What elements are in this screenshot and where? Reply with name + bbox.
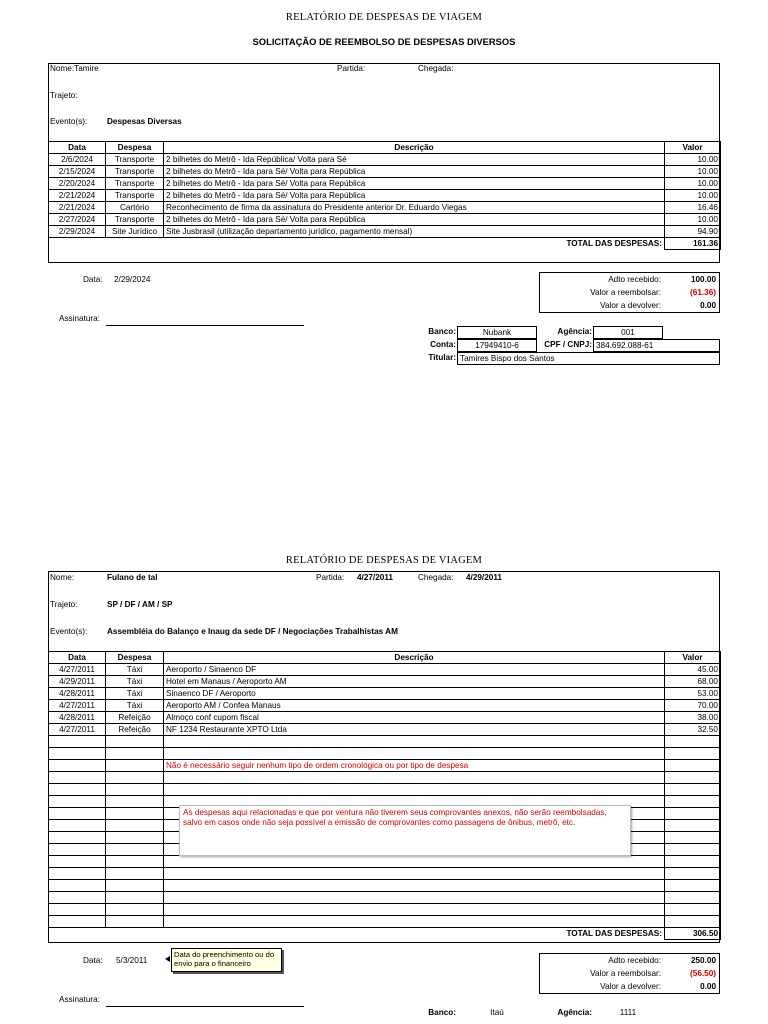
col-header-data: Data: [49, 142, 106, 154]
total-value: 306.50: [665, 928, 721, 940]
report1-signature-line[interactable]: [106, 325, 304, 326]
cell-date: 4/29/2011: [49, 676, 106, 688]
cell-value: 68.00: [665, 676, 721, 688]
cell-date: 2/20/2024: [49, 178, 106, 190]
report1-subtitle: SOLICITAÇÃO DE REEMBOLSO DE DESPESAS DIVERSOS: [252, 36, 516, 47]
reembolsar-label: Valor a reembolsar:: [590, 969, 661, 978]
cell-date: 4/28/2011: [49, 712, 106, 724]
cell-date: 2/27/2024: [49, 214, 106, 226]
report1-titular-value: Tamires Bispo dos Santos: [457, 352, 720, 365]
report1-trajeto-label: Trajeto:: [50, 91, 78, 100]
table-row-empty: [49, 868, 721, 880]
report2-nome-label: Nome:: [50, 573, 75, 582]
report1-conta-value: 17949410-6: [457, 339, 537, 352]
cell-category: Site Jurídico: [106, 226, 164, 238]
report1-agencia-label: Agência:: [557, 327, 592, 336]
report2-banco-value: Itaú: [490, 1008, 504, 1017]
reembolsar-value: (56.50): [690, 969, 716, 978]
report1-summary-box: [539, 272, 720, 313]
cell-category: Refeição: [106, 712, 164, 724]
table-row-empty: [49, 880, 721, 892]
table-row-empty: [49, 784, 721, 796]
report1-titular-label: Titular:: [428, 353, 456, 362]
report1-conta-label: Conta:: [430, 340, 456, 349]
report1-assinatura-label: Assinatura:: [59, 314, 100, 323]
col-header-valor: Valor: [665, 652, 721, 664]
data-tooltip: Data do preenchimento ou do envio para o financeiro: [171, 948, 282, 972]
report2-signature-line[interactable]: [106, 1006, 304, 1007]
report1-title: RELATÓRIO DE DESPESAS DE VIAGEM: [285, 12, 483, 23]
total-value: 161.36: [665, 238, 721, 250]
cell-description: 2 bilhetes do Metrô - Ida para Sé/ Volta para República: [164, 178, 665, 190]
cell-date: 2/29/2024: [49, 226, 106, 238]
cell-category: Táxi: [106, 688, 164, 700]
col-header-descricao: Descrição: [164, 142, 665, 154]
table-row: [49, 712, 721, 724]
table-row: [49, 202, 721, 214]
table-row-empty: [49, 736, 721, 748]
cell-category: Transporte: [106, 178, 164, 190]
table-row: [49, 166, 721, 178]
cell-category: Transporte: [106, 154, 164, 166]
report2-evento-label: Evento(s):: [50, 627, 88, 636]
report1-expense-table: [48, 141, 721, 250]
report2-chegada-value: 4/29/2011: [466, 573, 502, 582]
adto-value: 100.00: [690, 275, 716, 284]
reembolsar-row: [540, 967, 719, 980]
report1-cpf-value: 384.692.088-61: [593, 339, 720, 352]
cell-date: 2/6/2024: [49, 154, 106, 166]
devolver-value: 0.00: [700, 301, 716, 310]
table-row: [49, 676, 721, 688]
tooltip-arrow-icon: [165, 956, 170, 962]
report1-partida-label: Partida:: [337, 64, 366, 73]
adto-label: Adto recebido:: [608, 956, 661, 965]
cell-value: 10.00: [665, 190, 721, 202]
cell-category: Táxi: [106, 676, 164, 688]
table-row: [49, 226, 721, 238]
col-header-despesa: Despesa: [106, 142, 164, 154]
adto-label: Adto recebido:: [608, 275, 661, 284]
cell-date: 4/27/2011: [49, 664, 106, 676]
cell-description: 2 bilhetes do Metrô - Ida República/ Volta para Sé: [164, 154, 665, 166]
cell-value: 70.00: [665, 700, 721, 712]
table-row-empty: [49, 856, 721, 868]
table-row-empty: [49, 916, 721, 928]
table-row-empty: [49, 904, 721, 916]
devolver-row: [540, 299, 719, 312]
report1-data-value: 2/29/2024: [114, 275, 151, 284]
col-header-descricao: Descrição: [164, 652, 665, 664]
adto-row: [540, 954, 719, 967]
cell-category: Táxi: [106, 700, 164, 712]
cell-description: Sinaenco DF / Aeroporto: [164, 688, 665, 700]
devolver-row: [540, 980, 719, 993]
table-row: [49, 700, 721, 712]
total-row: [49, 928, 721, 940]
col-header-data: Data: [49, 652, 106, 664]
comprovantes-note-box: As despesas aqui relacionadas e que por ventura não tiverem seus comprovantes anexos, não serão reembolsadas, salvo em casos onde não seja possível a emissão de comprovantes como passagens de ônibus, metrô, etc.: [179, 805, 631, 856]
cell-value: 94.90: [665, 226, 721, 238]
table-row: [49, 190, 721, 202]
report2-data-label: Data:: [83, 956, 103, 965]
table-row: [49, 688, 721, 700]
cell-date: 4/27/2011: [49, 724, 106, 736]
table-row-empty: [49, 892, 721, 904]
total-label: TOTAL DAS DESPESAS:: [164, 928, 665, 940]
devolver-label: Valor a devolver:: [600, 982, 661, 991]
cell-description: 2 bilhetes do Metrô - Ida para Sé/ Volta para República: [164, 166, 665, 178]
total-label: TOTAL DAS DESPESAS:: [164, 238, 665, 250]
report2-partida-label: Partida:: [316, 573, 345, 582]
report2-banco-label: Banco:: [428, 1008, 456, 1017]
report1-data-label: Data:: [83, 275, 103, 284]
cell-value: 10.00: [665, 178, 721, 190]
adto-row: [540, 273, 719, 286]
cell-description: 2 bilhetes do Metrô - Ida para Sé/ Volta para República: [164, 214, 665, 226]
devolver-label: Valor a devolver:: [600, 301, 661, 310]
col-header-valor: Valor: [665, 142, 721, 154]
report1-name: Nome:Tamire: [50, 64, 99, 73]
table-row: [49, 154, 721, 166]
table-row: [49, 214, 721, 226]
col-header-despesa: Despesa: [106, 652, 164, 664]
adto-value: 250.00: [690, 956, 716, 965]
cell-value: 38.00: [665, 712, 721, 724]
cell-description: Reconhecimento de firma da assinatura do Presidente anterior Dr. Eduardo Viegas: [164, 202, 665, 214]
report1-banco-label: Banco:: [428, 327, 456, 336]
report2-nome-value: Fulano de tal: [107, 573, 158, 582]
report2-partida-value: 4/27/2011: [357, 573, 393, 582]
cell-value: 10.00: [665, 166, 721, 178]
report2-data-value: 5/3/2011: [116, 956, 148, 965]
cell-value: 16.46: [665, 202, 721, 214]
report1-agencia-value: 001: [593, 326, 663, 339]
cell-value: 53.00: [665, 688, 721, 700]
report2-evento-value: Assembléia do Balanço e Inaug da sede DF / Negociações Trabalhistas AM: [107, 627, 398, 636]
cell-date: 4/28/2011: [49, 688, 106, 700]
report2-chegada-label: Chegada:: [418, 573, 454, 582]
cell-date: 2/21/2024: [49, 202, 106, 214]
report2-agencia-label: Agência:: [557, 1008, 592, 1017]
reembolsar-row: [540, 286, 719, 299]
cell-date: 4/27/2011: [49, 700, 106, 712]
report1-cpf-label: CPF / CNPJ:: [544, 340, 592, 349]
table-row-empty: [49, 772, 721, 784]
cell-description: 2 bilhetes do Metrô - Ida para Sé/ Volta para República: [164, 190, 665, 202]
cell-description: NF 1234 Restaurante XPTO Ltda: [164, 724, 665, 736]
cell-description: Site Jusbrasil (utilização departamento jurídico, pagamento mensal): [164, 226, 665, 238]
report1-banco-value: Nubank: [457, 326, 537, 339]
table-row-empty: [49, 748, 721, 760]
cell-description: Almoço conf cupom fiscal: [164, 712, 665, 724]
table-row: [49, 664, 721, 676]
cell-description: Aeroporto AM / Confea Manaus: [164, 700, 665, 712]
cell-value: 10.00: [665, 214, 721, 226]
report2-assinatura-label: Assinatura:: [59, 995, 100, 1004]
cell-category: Transporte: [106, 190, 164, 202]
table-row: [49, 724, 721, 736]
report2-agencia-value: 1111: [619, 1008, 637, 1017]
reembolsar-label: Valor a reembolsar:: [590, 288, 661, 297]
reembolsar-value: (61.36): [690, 288, 716, 297]
report1-evento-label: Evento(s):: [50, 117, 88, 126]
report2-trajeto-label: Trajeto:: [50, 600, 78, 609]
cell-description: Aeroporto / Sinaenco DF: [164, 664, 665, 676]
cronologia-note: Não é necessário seguir nenhum tipo de ordem cronológica ou por tipo de despesa: [164, 760, 665, 772]
report1-chegada-label: Chegada:: [418, 64, 454, 73]
report2-expense-table: [48, 651, 721, 940]
table-row-note: [49, 760, 721, 772]
cell-date: 2/15/2024: [49, 166, 106, 178]
report2-summary-box: [539, 953, 720, 994]
devolver-value: 0.00: [700, 982, 716, 991]
report1-evento-value: Despesas Diversas: [107, 117, 182, 126]
cell-category: Transporte: [106, 214, 164, 226]
cell-category: Cartório: [106, 202, 164, 214]
cell-category: Transporte: [106, 166, 164, 178]
total-row: [49, 238, 721, 250]
cell-date: 2/21/2024: [49, 190, 106, 202]
cell-value: 10.00: [665, 154, 721, 166]
cell-value: 45.00: [665, 664, 721, 676]
table-row: [49, 178, 721, 190]
report2-title: RELATÓRIO DE DESPESAS DE VIAGEM: [285, 555, 483, 566]
report2-trajeto-value: SP / DF / AM / SP: [107, 600, 173, 609]
cell-value: 32.50: [665, 724, 721, 736]
cell-category: Táxi: [106, 664, 164, 676]
cell-description: Hotel em Manaus / Aeroporto AM: [164, 676, 665, 688]
cell-category: Refeição: [106, 724, 164, 736]
